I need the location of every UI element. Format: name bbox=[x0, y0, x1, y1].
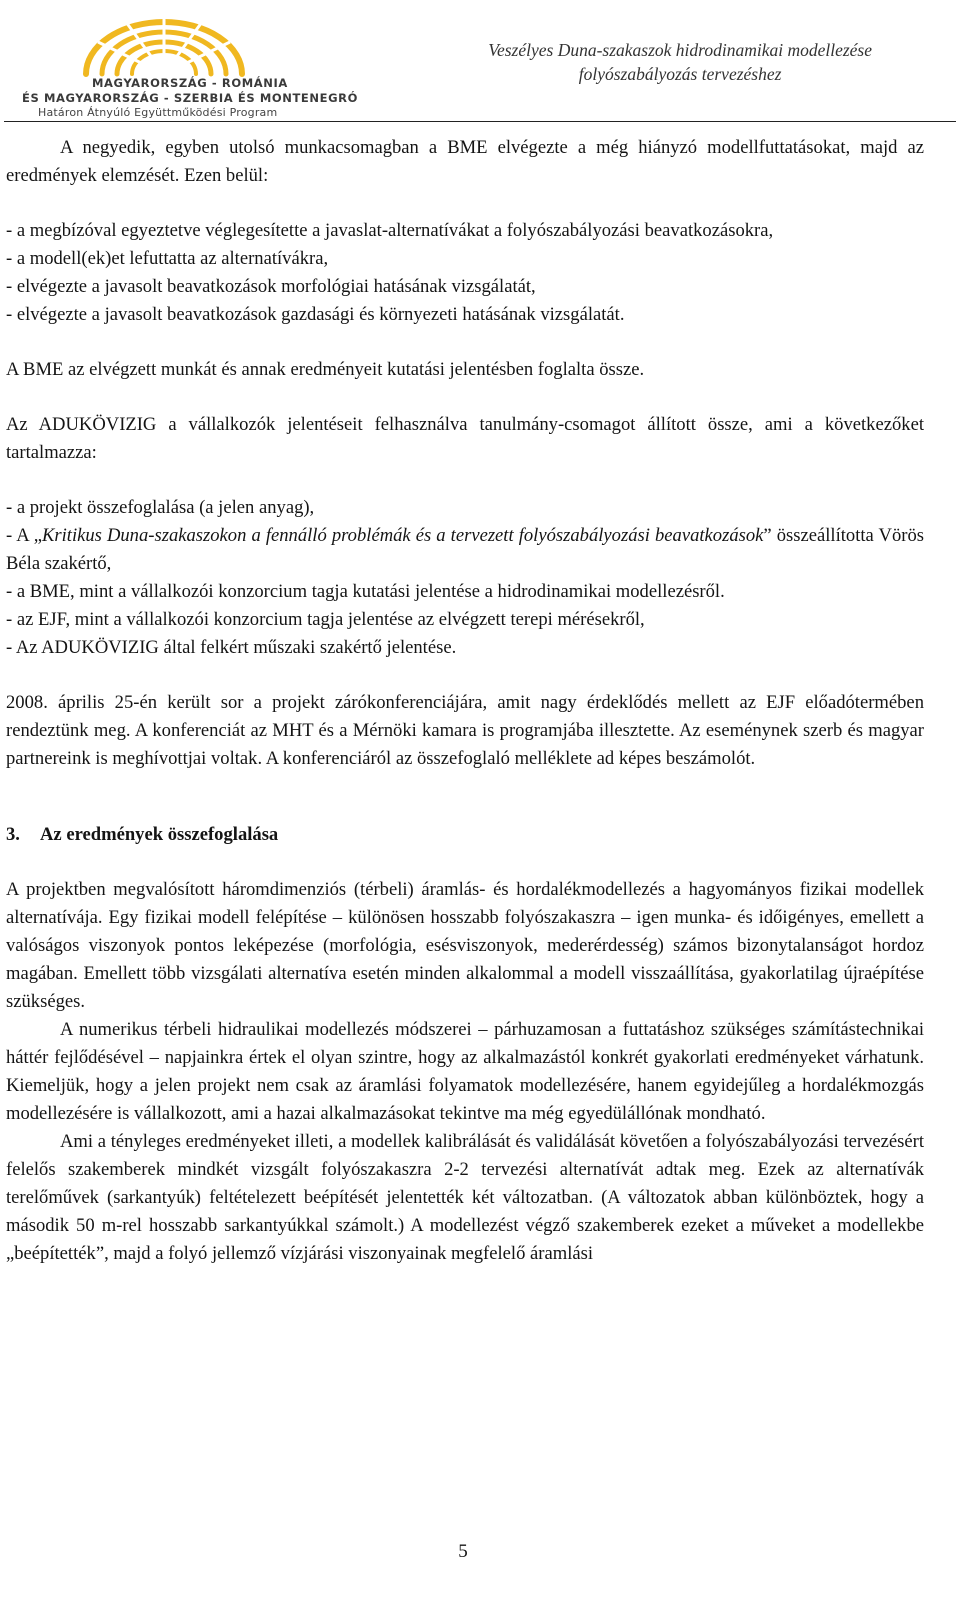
page-content bbox=[6, 134, 924, 1268]
list-item: - a megbízóval egyeztetve véglegesítette a javaslat-alternatívákat a folyószabályozási beavatkozásokra, bbox=[6, 220, 774, 241]
list-item: - elvégezte a javasolt beavatkozások morfológiai hatásának vizsgálatát, bbox=[6, 276, 536, 297]
page-number: 5 bbox=[458, 1541, 468, 1562]
paragraph: A projektben megvalósított háromdimenziós (térbeli) áramlás- és hordalékmodellezés a hagyományos fizikai modellek alternatívája. Egy fizikai modell felépítése – különösen hosszabb folyószakaszra – igen munka- és időigényes, emellett a valóságos viszonyok pontos leképezése (morfológia, esésviszonyok, mederérdesség) számos bizonytalanságot hordoz magában. Emellett több vizsgálati alternatíva esetén minden alkalommal a modell visszaállítása, gyakorlatilag újraépítése szükséges. bbox=[6, 879, 924, 1012]
section-title: Az eredmények összefoglalása bbox=[40, 824, 279, 845]
page-header bbox=[0, 0, 960, 122]
cited-title: Kritikus Duna-szakaszokon a fennálló problémák és a tervezett folyószabályozási beavatkozások bbox=[41, 525, 764, 546]
running-title-line1: Veszélyes Duna-szakaszok hidrodinamikai modellezése bbox=[488, 40, 872, 60]
list-item: - elvégezte a javasolt beavatkozások gazdasági és környezeti hatásának vizsgálatát. bbox=[6, 304, 625, 325]
paragraph: Az ADUKÖVIZIG a vállalkozók jelentéseit felhasználva tanulmány-csomagot állított össze, ami a következőket tartalmazza: bbox=[6, 414, 924, 463]
logo-text-line3: Határon Átnyúló Együttműködési Program bbox=[38, 106, 278, 119]
list-item bbox=[6, 522, 924, 578]
header-divider bbox=[4, 121, 956, 122]
paragraph: A numerikus térbeli hidraulikai modellezés módszerei – párhuzamosan a futtatáshoz szükséges számítástechnikai háttér fejlődésével – napjainkra értek el olyan szintre, hogy az alkalmazástól konkrét gyakorlati eredményeket várhatunk. Kiemeljük, hogy a jelen projekt nem csak az áramlási folyamatok modellezésére, hanem egyidejűleg a hordalékmozgás modellezésére is vállalkozott, ami a hazai alkalmazásokat tekintve ma még egyedülállónak mondható. bbox=[6, 1019, 924, 1124]
section-heading bbox=[6, 821, 924, 849]
paragraph: A negyedik, egyben utolsó munkacsomagban a BME elvégezte a még hiányzó modellfuttatásokat, majd az eredmények elemzését. Ezen belül: bbox=[6, 137, 924, 186]
list-item: - a BME, mint a vállalkozói konzorcium tagja kutatási jelentése a hidrodinamikai modellezésről. bbox=[6, 581, 725, 602]
logo-text-line2: ÉS MAGYARORSZÁG - SZERBIA ÉS MONTENEGRÓ bbox=[22, 91, 358, 105]
logo-text-line1: MAGYARORSZÁG - ROMÁNIA bbox=[92, 76, 288, 90]
list-item: - a modell(ek)et lefuttatta az alternatívákra, bbox=[6, 248, 329, 269]
list-item-prefix: - A „ bbox=[6, 525, 42, 546]
section-number: 3. bbox=[6, 824, 20, 845]
document-running-title bbox=[488, 38, 872, 86]
paragraph: 2008. április 25-én került sor a projekt zárókonferenciájára, amit nagy érdeklődés mellett az EJF előadótermében rendeztünk meg. A konferenciát az MHT és a Mérnöki kamara is programjába illesztette. Az eseménynek szerb és magyar partnereink is meghívottjai voltak. A konferenciáról az összefoglaló melléklete ad képes beszámolót. bbox=[6, 692, 924, 769]
list-item: - az EJF, mint a vállalkozói konzorcium tagja jelentése az elvégzett terepi mérésekről, bbox=[6, 609, 645, 630]
running-title-line2: folyószabályozás tervezéshez bbox=[578, 64, 782, 84]
sun-rays-icon bbox=[14, 8, 314, 78]
list-item: - Az ADUKÖVIZIG által felkért műszaki szakértő jelentése. bbox=[6, 637, 457, 658]
paragraph: Ami a tényleges eredményeket illeti, a modellek kalibrálását és validálását követően a folyószabályozási tervezésért felelős szakemberek mindkét vizsgált folyószakaszra 2-2 tervezési alternatívát adtak meg. Ezek az alternatívák terelőművek (sarkantyúk) feltételezett beépítését jelentették két változatban. (A változatok abban különböztek, hogy a második 50 m-rel hosszabb sarkantyúkkal számolt.) A modellezést végző szakemberek ezeket a műveket a modellekbe „beépítették”, majd a folyó jellemző vízjárási viszonyainak megfelelő áramlási bbox=[6, 1131, 924, 1264]
list-item-suffix: ” összeállította Vörös Béla szakértő, bbox=[6, 525, 924, 574]
list-item: - a projekt összefoglalása (a jelen anyag), bbox=[6, 497, 315, 518]
program-logo bbox=[14, 8, 358, 120]
paragraph: A BME az elvégzett munkát és annak eredményeit kutatási jelentésben foglalta össze. bbox=[6, 359, 645, 380]
